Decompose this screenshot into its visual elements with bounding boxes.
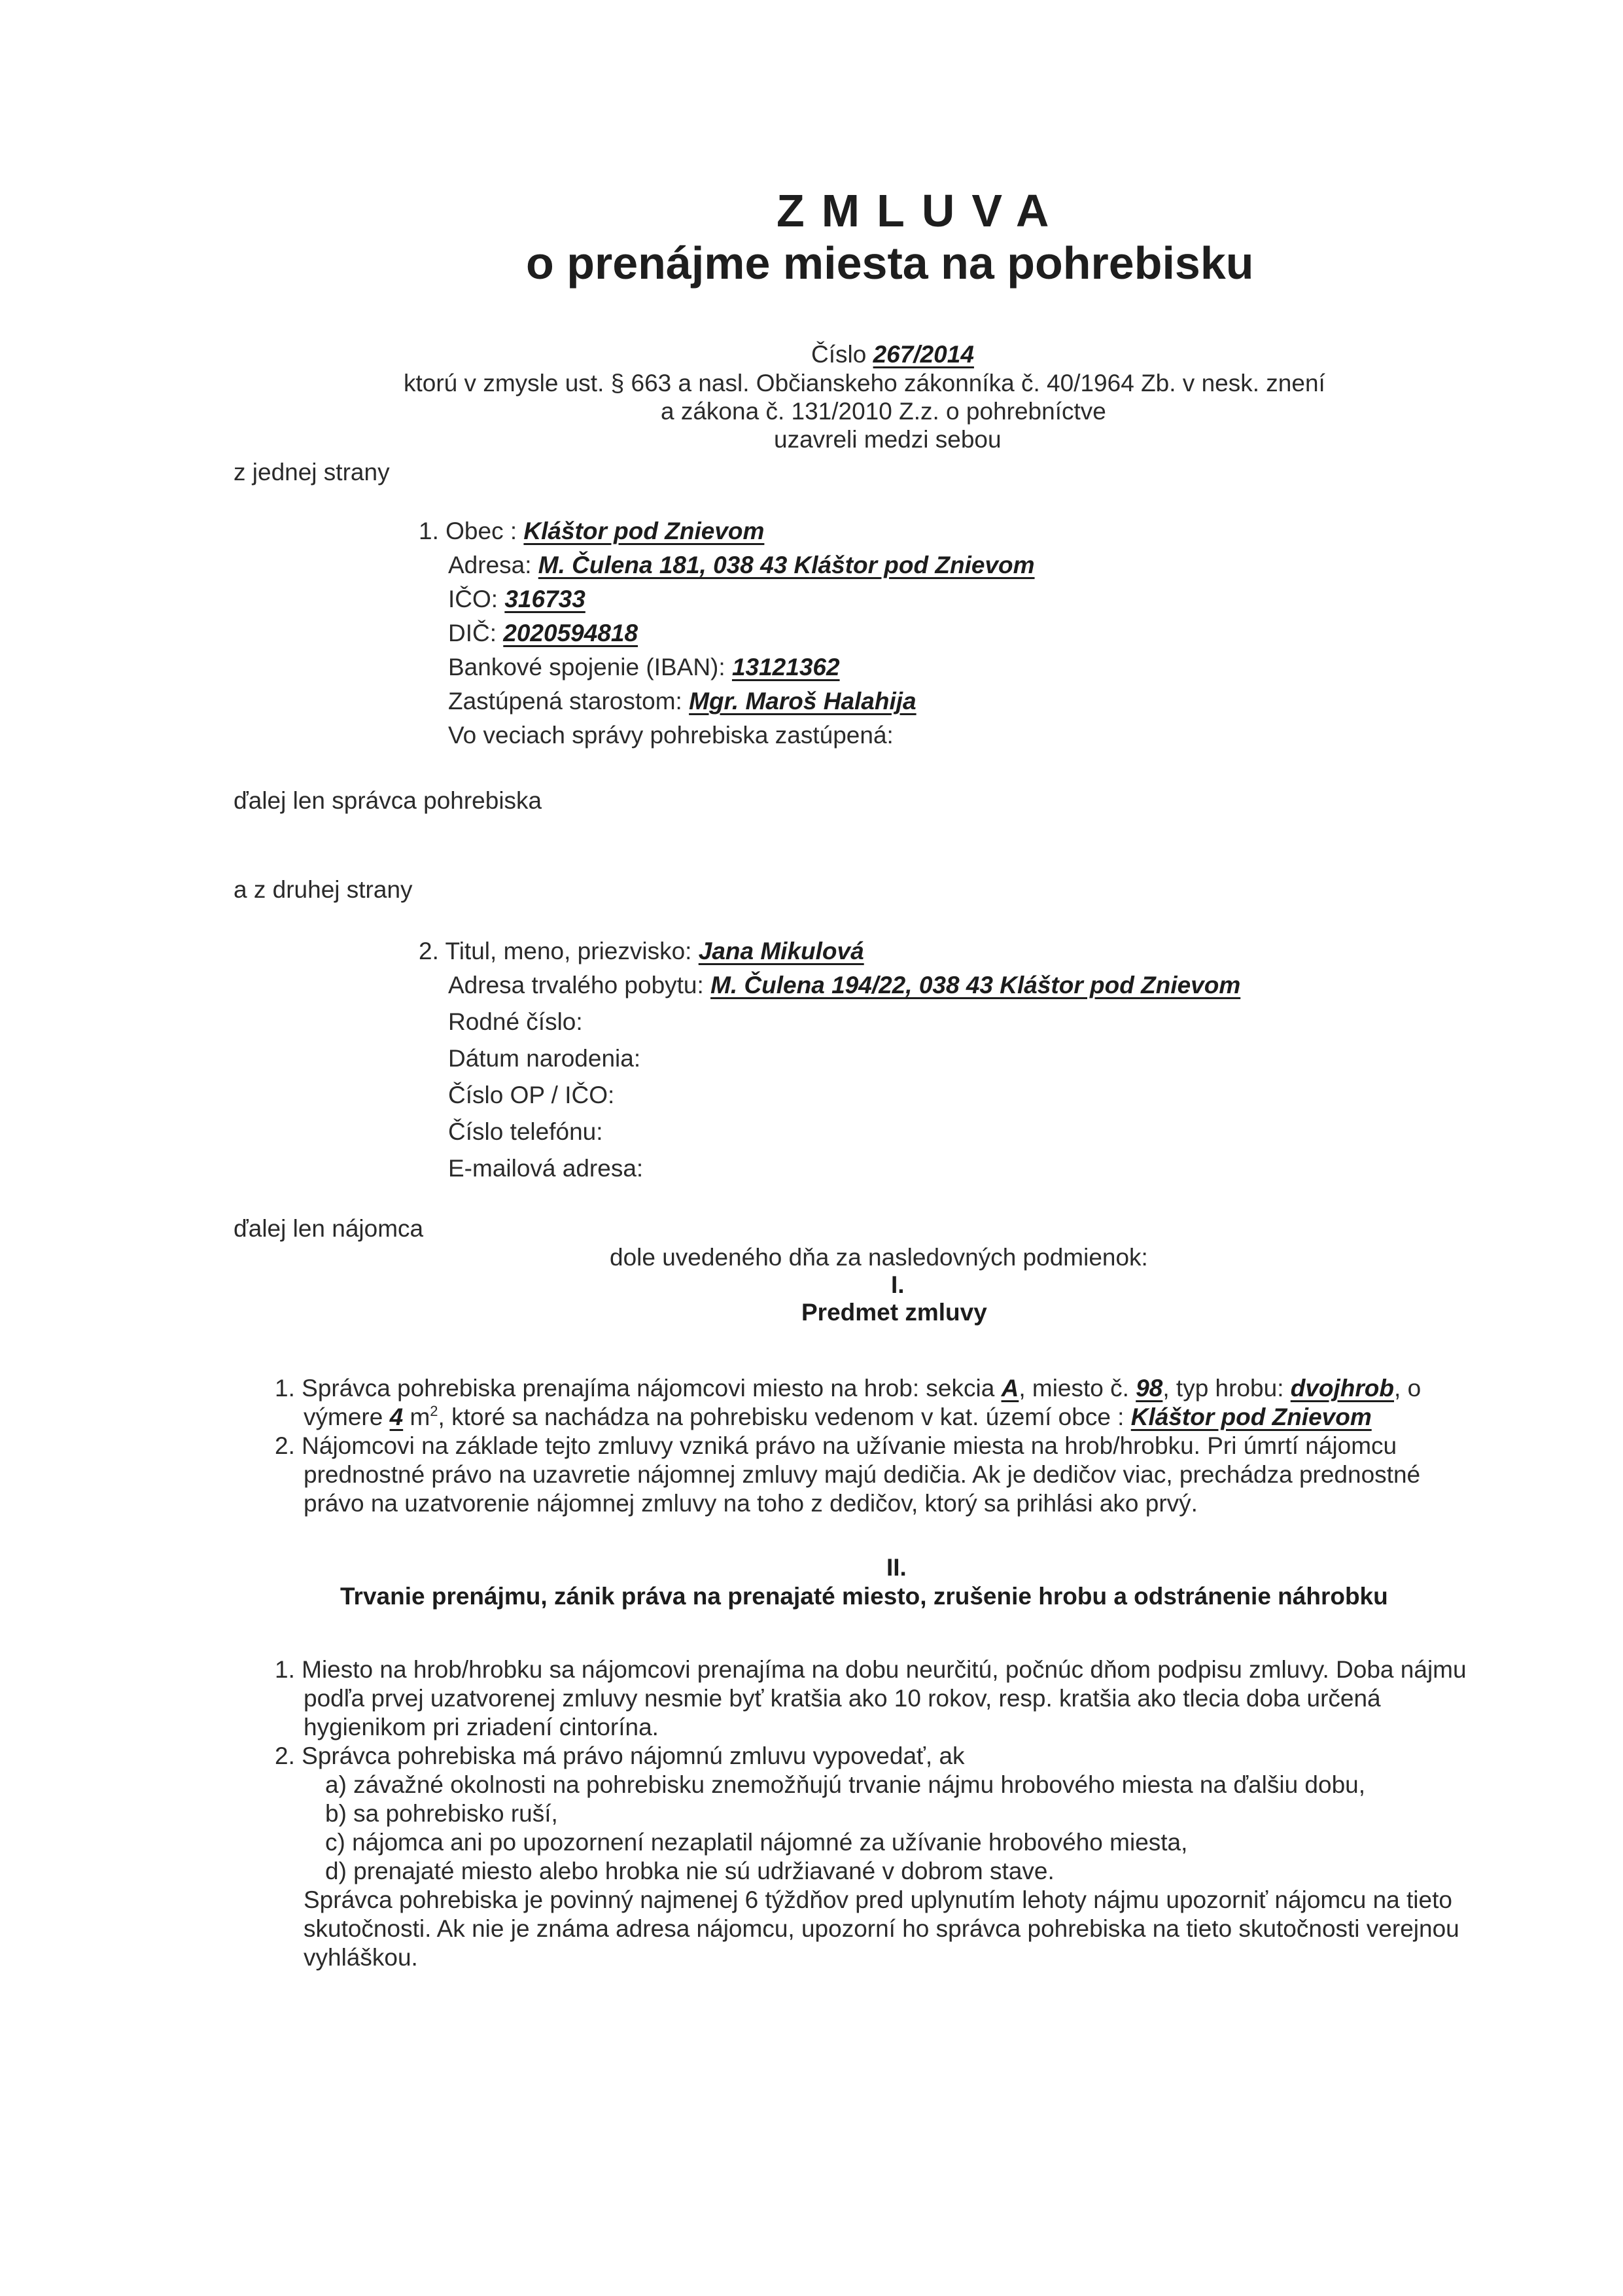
party1-ico — [448, 585, 585, 614]
party2-address-label: Adresa trvalého pobytu: — [448, 972, 704, 998]
party1-representative — [448, 687, 916, 716]
party2-name — [419, 937, 864, 966]
party2-side-label: a z druhej strany — [234, 876, 413, 903]
grave-area-value: 4 — [389, 1404, 404, 1430]
party1-side-label: z jednej strany — [234, 459, 390, 486]
legal-basis-line-1: ktorú v zmysle ust. § 663 a nasl. Občianskeho zákonníka č. 40/1964 Zb. v nesk. znení — [404, 370, 1325, 397]
legal-basis-line-3: uzavreli medzi sebou — [774, 426, 1002, 453]
party1-dic — [448, 619, 638, 648]
party2-address-value: M. Čulena 194/22, 038 43 Kláštor pod Znievom — [710, 972, 1241, 998]
cadastral-area-value: Kláštor pod Znievom — [1130, 1404, 1372, 1430]
party2-id: Číslo OP / IČO: — [448, 1082, 615, 1108]
party1-rep-label: Zastúpená starostom: — [448, 688, 682, 715]
section2-item1-text-1: Miesto na hrob/hrobku sa nájomcovi prenajíma na dobu neurčitú, počnúc dňom podpisu zmluvy. Doba nájmu — [302, 1656, 1467, 1683]
section2-heading: Trvanie prenájmu, zánik práva na prenajaté miesto, zrušenie hrobu a odstránenie náhrobku — [340, 1583, 1388, 1610]
section2-item2-line1 — [275, 1742, 965, 1771]
section2-item2-tail-3: vyhláškou. — [304, 1944, 418, 1971]
termination-reason-c: c) nájomca ani po upozornení nezaplatil nájomné za užívanie hrobového miesta, — [325, 1829, 1188, 1856]
party1-role-label: ďalej len správca pohrebiska — [234, 787, 542, 814]
party2-phone: Číslo telefónu: — [448, 1118, 603, 1145]
section1-item1-text-e: výmere — [304, 1404, 383, 1430]
party1-bank-value: 13121362 — [731, 654, 840, 680]
party1-address-value: M. Čulena 181, 038 43 Kláštor pod Znievom — [538, 552, 1035, 578]
party2-name-label: Titul, meno, priezvisko: — [445, 938, 692, 964]
section1-item1-text-f: , ktoré sa nachádza na pohrebisku vedenom v kat. území obce : — [438, 1404, 1125, 1430]
section2-item2-text-1: Správca pohrebiska má právo nájomnú zmluvu vypovedať, ak — [302, 1742, 965, 1769]
grave-place-value: 98 — [1136, 1375, 1163, 1402]
section1-item1-text-c: , typ hrobu: — [1162, 1375, 1284, 1402]
section2-numeral: II. — [886, 1554, 907, 1581]
party1-admin-representative: Vo veciach správy pohrebiska zastúpená: — [448, 722, 894, 749]
grave-type-value: dvojhrob — [1290, 1375, 1395, 1402]
section1-item2-line1 — [275, 1432, 1397, 1460]
section2-item2-tail-2: skutočnosti. Ak nie je známa adresa nájomcu, upozorní ho správca pohrebiska na tieto skutočnosti verejnou — [304, 1915, 1459, 1942]
party2-birth-number: Rodné číslo: — [448, 1008, 583, 1035]
section1-item1-line2 — [304, 1403, 1372, 1432]
termination-reason-a: a) závažné okolnosti na pohrebisku znemožňujú trvanie nájmu hrobového miesta na ďalšiu dobu, — [325, 1771, 1366, 1798]
party1-bank-label: Bankové spojenie (IBAN): — [448, 654, 725, 680]
party1-dic-label: DIČ: — [448, 620, 497, 646]
grave-section-value: A — [1001, 1375, 1019, 1402]
section2-item2-number: 2. — [275, 1742, 295, 1769]
section1-numeral: I. — [891, 1271, 905, 1298]
section1-heading: Predmet zmluvy — [801, 1299, 987, 1326]
section1-item2-line2: prednostné právo na uzavretie nájomnej zmluvy majú dedičia. Ak je dedičov viac, prechádza prednostné — [304, 1461, 1421, 1488]
section1-item2-number: 2. — [275, 1432, 295, 1459]
section1-item2-line3: právo na uzatvorenie nájomnej zmluvy na toho z dedičov, ktorý sa prihlási ako prvý. — [304, 1490, 1198, 1517]
party1-address-label: Adresa: — [448, 552, 532, 578]
contract-number — [811, 340, 974, 369]
party2-name-value: Jana Mikulová — [698, 938, 864, 964]
party1-ico-value: 316733 — [504, 586, 585, 612]
party1-ico-label: IČO: — [448, 586, 498, 612]
section2-item1-line2: podľa prvej uzatvorenej zmluvy nesmie byť kratšia ako 10 rokov, resp. kratšia ako tlecia doba určená — [304, 1685, 1381, 1712]
section1-item2-text-1: Nájomcovi na základe tejto zmluvy vzniká právo na užívanie miesta na hrob/hrobku. Pri úmrtí nájomcu — [302, 1432, 1397, 1459]
party1-rep-value: Mgr. Maroš Halahija — [689, 688, 916, 715]
party2-birth-date: Dátum narodenia: — [448, 1045, 641, 1072]
section2-item1-line1 — [275, 1655, 1467, 1684]
party2-email: E-mailová adresa: — [448, 1155, 644, 1182]
termination-reason-d: d) prenajaté miesto alebo hrobka nie sú udržiavané v dobrom stave. — [325, 1858, 1055, 1884]
grave-area-unit: m — [410, 1404, 430, 1430]
party1-bank — [448, 653, 840, 682]
party1-obec-label: Obec : — [445, 518, 517, 544]
document-title: ZMLUVA — [777, 185, 1066, 236]
section2-item1-line3: hygienikom pri zriadení cintorína. — [304, 1714, 659, 1740]
party2-number: 2. — [419, 938, 439, 964]
section1-item1-number: 1. — [275, 1375, 295, 1402]
grave-area-unit-exponent: 2 — [430, 1403, 438, 1419]
contract-number-value: 267/2014 — [873, 341, 974, 368]
party1-obec — [419, 517, 764, 546]
conditions-intro: dole uvedeného dňa za nasledovných podmienok: — [610, 1244, 1148, 1271]
document-subtitle: o prenájme miesta na pohrebisku — [526, 238, 1254, 289]
section1-item1-text-d: , o — [1394, 1375, 1422, 1402]
party1-dic-value: 2020594818 — [503, 620, 638, 646]
section1-item1-text-a: Správca pohrebiska prenajíma nájomcovi miesto na hrob: sekcia — [302, 1375, 995, 1402]
section2-item2-tail-1: Správca pohrebiska je povinný najmenej 6 týždňov pred uplynutím lehoty nájmu upozorniť nájomcu na tieto — [304, 1886, 1452, 1913]
party1-obec-value: Kláštor pod Znievom — [523, 518, 765, 544]
party2-address — [448, 971, 1240, 1000]
contract-number-label: Číslo — [811, 341, 867, 368]
party1-address — [448, 551, 1035, 580]
party2-role-label: ďalej len nájomca — [234, 1215, 424, 1242]
section1-item1-text-b: , miesto č. — [1019, 1375, 1129, 1402]
termination-reason-b: b) sa pohrebisko ruší, — [325, 1800, 558, 1827]
section2-item1-number: 1. — [275, 1656, 295, 1683]
party1-number: 1. — [419, 518, 439, 544]
section1-item1-line1 — [275, 1374, 1421, 1403]
legal-basis-line-2: a zákona č. 131/2010 Z.z. o pohrebníctve — [661, 398, 1106, 425]
